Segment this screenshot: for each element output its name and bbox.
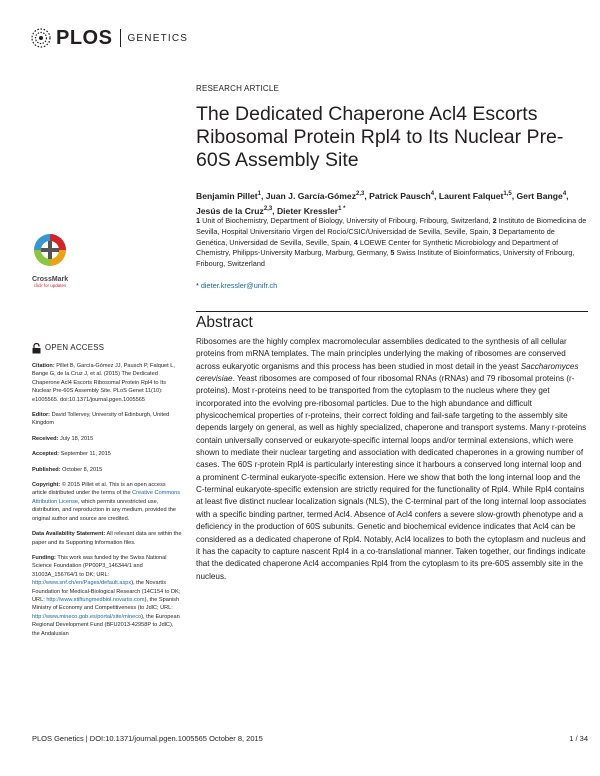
author-affiliation-ref: 1 *	[338, 205, 346, 212]
journal-logo	[30, 26, 188, 50]
affiliation-text: Departamento de Genética, Universidad de Sevilla, Seville, Spain,	[196, 226, 555, 247]
logo-divider	[120, 29, 121, 47]
author-affiliation-ref: 1	[257, 191, 261, 197]
author-name: Gert Bange	[516, 190, 563, 201]
author-affiliation-ref: 4	[430, 191, 435, 197]
affiliation-number: 4	[353, 237, 358, 247]
funding-link-novartis[interactable]: http://www.stiftungmedbiol.novartis.com	[46, 596, 145, 603]
author-name: Jesús de la Cruz	[196, 205, 264, 216]
journal-name: GENETICS	[127, 32, 189, 44]
copyright: Copyright: © 2015 Pillet et al. This is an open access article distributed under the terms of the Creative Commons Attribution License, which permits unrestricted use, distribution, and reproduction in any medium, provided the original author and source are credited.	[32, 482, 181, 522]
open-access-badge	[32, 343, 182, 354]
species-name: Saccharomyces cerevisiae	[196, 361, 579, 384]
affiliation-text: LOEWE Center for Synthetic Microbiology and Department of Chemistry, Philipps-University Marburg, Marburg, Germany,	[196, 237, 559, 258]
author-name: Benjamin Pillet	[196, 190, 258, 201]
author-list: Benjamin Pillet$^1$, Juan J. García-Gómez$^{2,3}$, Patrick Pausch$^4$, Laurent Falquet$^{1,5}$, Gert Bange$^4$, Jesús de la Cruz$^{2,3}$, Dieter Kressler$^{1 *}$	[196, 190, 569, 216]
article-type: RESEARCH ARTICLE	[196, 84, 280, 93]
email-link[interactable]: dieter.kressler@unifr.ch	[200, 281, 278, 290]
article-title: The Dedicated Chaperone Acl4 Escorts Ribosomal Protein Rpl4 to Its Nuclear Pre-60S Assembly Site	[196, 103, 564, 171]
abstract-divider	[196, 311, 588, 312]
email-marker: *	[196, 281, 199, 290]
data-availability: Data Availability Statement: All relevant data are within the paper and its Supporting Information files.	[32, 531, 182, 546]
affiliation-number: 3	[492, 226, 497, 236]
funding-link-snf[interactable]: http://www.snf.ch/en/Pages/default.aspx	[32, 580, 132, 587]
affiliation-number: 2	[492, 216, 497, 225]
article-sidebar	[32, 343, 182, 645]
author-name: Patrick Pausch	[369, 190, 431, 201]
open-access-label: OPEN ACCESS	[45, 343, 105, 353]
affiliation-number: 5	[390, 248, 395, 258]
abstract-heading: Abstract	[196, 314, 253, 331]
published-date: Published: October 8, 2015	[32, 466, 103, 473]
page-footer	[32, 734, 588, 743]
author-name: Dieter Kressler	[276, 205, 339, 216]
affiliations	[196, 216, 588, 270]
author-name: Juan J. García-Gómez	[265, 190, 357, 201]
affiliation-text: Swiss Institute of Bioinformatics, University of Fribourg, Fribourg, Switzerland	[196, 248, 575, 269]
author-affiliation-ref: 4	[562, 191, 567, 197]
license-link[interactable]: Creative Commons Attribution License	[32, 490, 181, 505]
citation: Citation: Pillet B, García-Gómez JJ, Pausch P, Falquet L, Bange G, de la Cruz J, et al. (2015) The Dedicated Chaperone Acl4 Escorts Ribosomal Protein Rpl4 to Its Nuclear Pre-60S Assembly Site. PLoS Genet 11(10): e1005565. doi:10.1371/journal.pgen.1005565	[32, 363, 175, 403]
editor: Editor: David Tollervey, University of Edinburgh, United Kingdom	[32, 412, 170, 427]
affiliation-text: Unit of Biochemistry, Department of Biology, University of Fribourg, Fribourg, Switzerland,	[202, 216, 491, 225]
corresponding-email	[196, 281, 277, 290]
affiliation-number: 1	[196, 216, 201, 225]
crossmark-badge[interactable]	[32, 232, 68, 288]
author-affiliation-ref: 1,5	[503, 191, 512, 197]
footer-citation: PLOS Genetics | DOI:10.1371/journal.pgen.1005565 October 8, 2015	[32, 734, 263, 743]
affiliation-text: Instituto de Biomedicina de Sevilla, Hospital Universitario Virgen del Rocío/CSIC/Universidad de Sevilla, Seville, Spain,	[196, 216, 587, 236]
crossmark-label: CrossMark	[32, 276, 69, 283]
page-number: 1 / 34	[569, 734, 588, 743]
plos-dots-icon	[30, 27, 52, 49]
received-date: Received: July 18, 2015	[32, 435, 94, 442]
author-affiliation-ref: 2,3	[356, 191, 365, 197]
brand-name: PLOS	[56, 26, 113, 49]
accepted-date: Accepted: September 11, 2015	[32, 451, 111, 458]
funding-link-mineco[interactable]: http://www.mineco.gob.es/portal/site/mineco	[32, 613, 142, 620]
crossmark-sublabel: click for updates	[33, 283, 67, 288]
crossmark-icon	[32, 232, 68, 270]
funding: Funding: This work was funded by the Swiss National Science Foundation (PP00P3_146344/1 and 31003A_156764/1 to DK; URL: http://www.snf.ch/en/Pages/default.aspx), the Novartis Foundation for Medical-Biological Research (14C154 to DK; URL: http://www.stiftungmedbiol.novartis.com), the Spanish Ministry of Economy and Competitiveness (to JdlC; URL: http://www.mineco.gob.es/portal/site/mineco), the European Regional Development Fund (BFU2013-42958P to JdlC), the Andalusian	[32, 554, 181, 637]
open-lock-icon	[32, 343, 41, 354]
author-affiliation-ref: 2,3	[263, 205, 273, 212]
abstract-body: Ribosomes are the highly complex macromolecular assemblies dedicated to the synthesis of all cellular proteins from mRNA templates. The main principles underlying the making of ribosomes are conserved across eukaryotic organisms and this process has been studied in most detail in the yeast Saccharomyces cerevisiae. Yeast ribosomes are composed of four ribosomal RNAs (rRNAs) and 79 ribosomal proteins (r-proteins). Most r-proteins need to be transported from the cytoplasm to the nucleus where they get incorporated into the evolving pre-ribosomal particles. Due to the high abundance and difficult physicochemical properties of r-proteins, their correct folding and fail-safe targeting to the assembly site depends largely on general, as well as highly specialized, chaperone and transport systems. Many r-proteins contain universally conserved or eukaryote-specific internal loops and/or terminal extensions, which were shown to mediate their nuclear targeting and association with dedicated chaperones in a growing number of cases. The 60S r-protein Rpl4 is particularly interesting since it harbours a conserved long internal loop and a prominent C-terminal eukaryote-specific extension. Here we show that both the long internal loop and the C-terminal eukaryote-specific extension are strictly required for the functionality of Rpl4. While Rpl4 contains at least five distinct nuclear localization signals (NLS), the C-terminal part of the long internal loop associates with a specific binding partner, termed Acl4. Absence of Acl4 confers a severe slow-growth phenotype and a deficiency in the production of 60S subunits. Genetic and biochemical evidence indicates that Acl4 can be considered as a dedicated chaperone of Rpl4. Notably, Acl4 localizes to both the cytoplasm and nucleus and it has the capacity to capture nascent Rpl4 in a co-translational manner. Taken together, our findings indicate that the dedicated chaperone Acl4 accompanies Rpl4 from the cytoplasm to its pre-60S assembly site in the nucleus.	[196, 337, 587, 581]
author-name: Laurent Falquet	[438, 190, 504, 201]
